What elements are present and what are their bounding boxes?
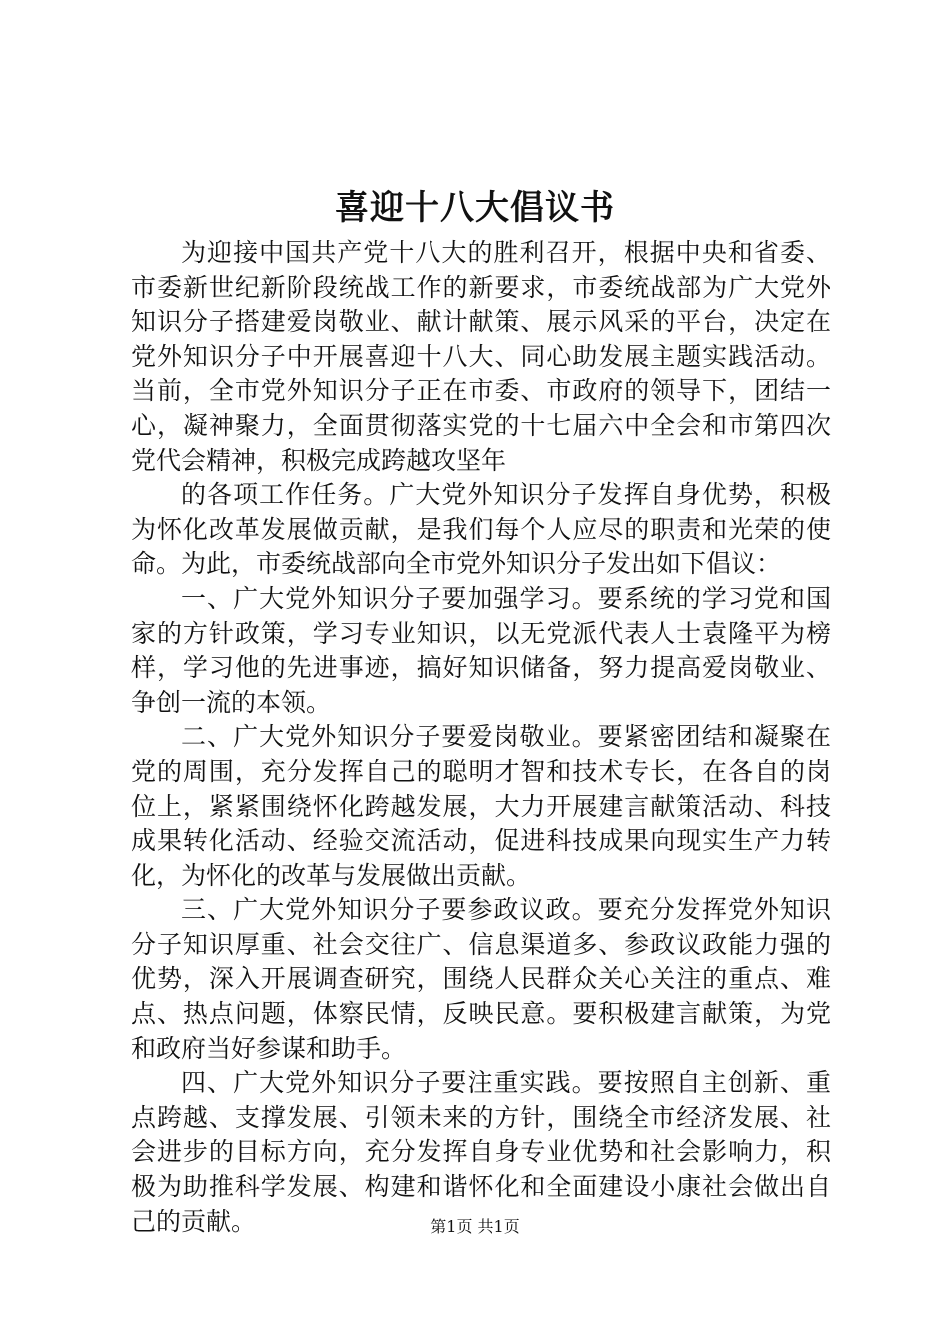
page-footer: 第1页 共1页 <box>430 1217 520 1236</box>
text-line: 的各项工作任务。广大党外知识分子发挥自身优势，积极 <box>181 480 831 510</box>
document-title: 喜迎十八大倡议书 <box>335 188 615 228</box>
text-line: 化，为怀化的改革与发展做出贡献。 <box>131 860 532 890</box>
text-line: 会进步的目标方向，充分发挥自身专业优势和社会影响力，积 <box>131 1137 831 1167</box>
text-line: 为迎接中国共产党十八大的胜利召开，根据中央和省委、 <box>181 238 831 267</box>
text-line: 党的周围，充分发挥自己的聪明才智和技术专长，在各自的岗 <box>131 756 831 786</box>
text-line: 位上，紧紧围绕怀化跨越发展，大力开展建言献策活动、科技 <box>131 791 831 821</box>
text-line: 一、广大党外知识分子要加强学习。要系统的学习党和国 <box>181 583 831 613</box>
text-line: 争创一流的本领。 <box>131 687 332 717</box>
document-body <box>131 236 831 1239</box>
text-line: 市委新世纪新阶段统战工作的新要求，市委统战部为广大党外 <box>131 272 831 302</box>
text-line: 党外知识分子中开展喜迎十八大、同心助发展主题实践活动。 <box>131 341 831 371</box>
text-line: 样，学习他的先进事迹，搞好知识储备，努力提高爱岗敬业、 <box>131 653 831 683</box>
text-line: 三、广大党外知识分子要参政议政。要充分发挥党外知识 <box>181 895 831 925</box>
text-line: 当前，全市党外知识分子正在市委、市政府的领导下，团结一 <box>131 376 831 406</box>
text-line: 心，凝神聚力，全面贯彻落实党的十七届六中全会和市第四次 <box>131 410 831 440</box>
text-line: 党代会精神，积极完成跨越攻坚年 <box>131 445 507 475</box>
text-line: 二、广大党外知识分子要爱岗敬业。要紧密团结和凝聚在 <box>181 722 831 752</box>
text-line: 为怀化改革发展做贡献，是我们每个人应尽的职责和光荣的使 <box>131 514 831 544</box>
text-line: 知识分子搭建爱岗敬业、献计献策、展示风采的平台，决定在 <box>131 307 831 337</box>
text-line: 己的贡献。 <box>131 1206 257 1236</box>
text-line: 家的方针政策，学习专业知识，以无党派代表人士袁隆平为榜 <box>131 618 831 648</box>
text-line: 和政府当好参谋和助手。 <box>131 1033 407 1063</box>
text-line: 极为助推科学发展、构建和谐怀化和全面建设小康社会做出自 <box>131 1172 831 1202</box>
text-line: 点、热点问题，体察民情，反映民意。要积极建言献策，为党 <box>131 999 831 1029</box>
text-line: 成果转化活动、经验交流活动，促进科技成果向现实生产力转 <box>131 826 831 856</box>
text-line: 分子知识厚重、社会交往广、信息渠道多、参政议政能力强的 <box>131 929 831 959</box>
text-line: 命。为此，市委统战部向全市党外知识分子发出如下倡议： <box>131 549 782 579</box>
text-line: 点跨越、支撑发展、引领未来的方针，围绕全市经济发展、社 <box>131 1102 831 1132</box>
text-line: 优势，深入开展调查研究，围绕人民群众关心关注的重点、难 <box>131 964 831 994</box>
text-line: 四、广大党外知识分子要注重实践。要按照自主创新、重 <box>181 1068 831 1098</box>
